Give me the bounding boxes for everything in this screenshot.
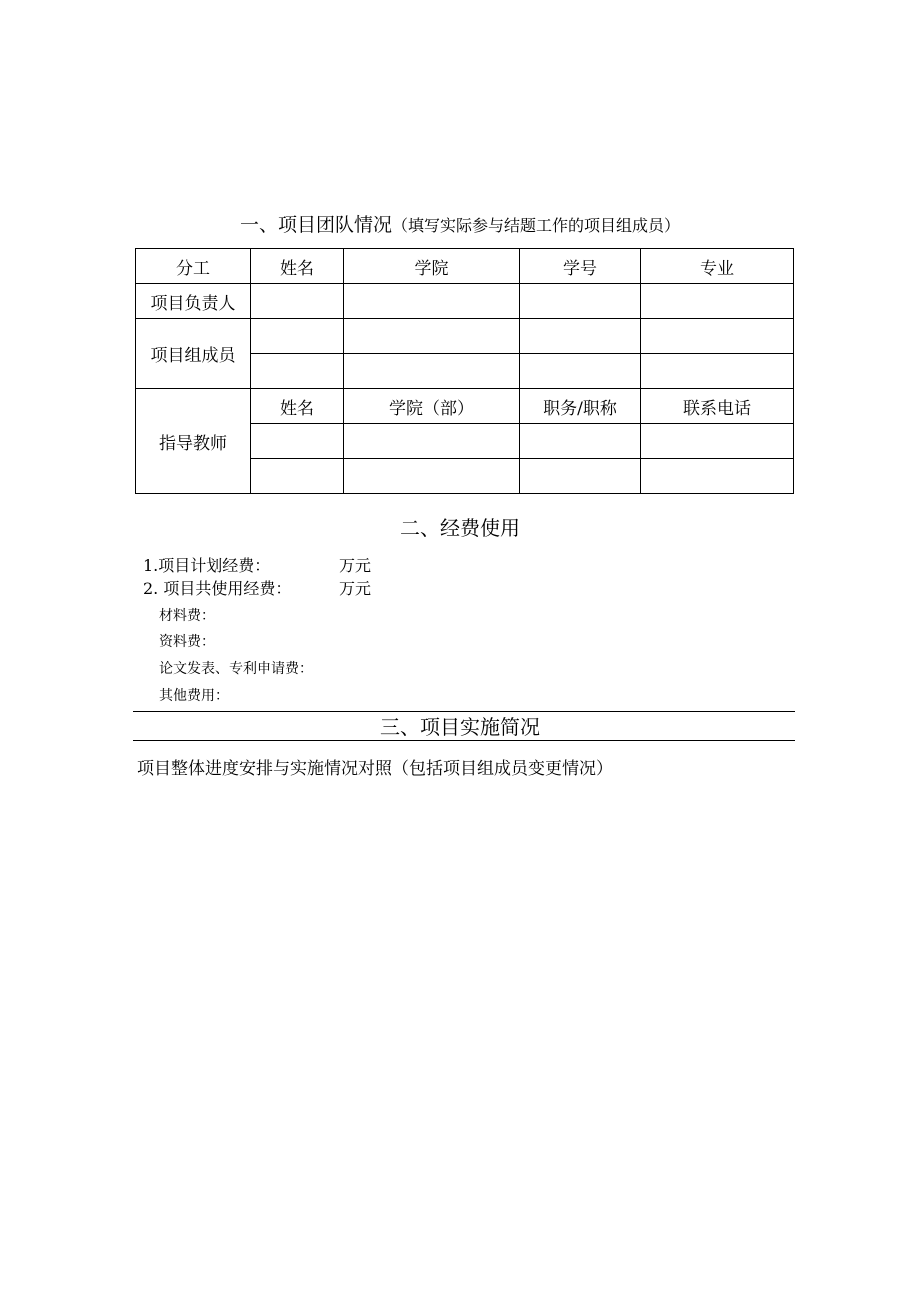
leader-row — [136, 284, 794, 319]
members-label: 项目组成员 — [136, 319, 251, 389]
member-name-cell[interactable] — [251, 354, 344, 389]
used-funds-unit: 万元 — [339, 579, 372, 598]
leader-major-cell[interactable] — [641, 284, 794, 319]
section3-title: 三、项目实施简况 — [380, 715, 540, 739]
advisor-header-phone: 联系电话 — [641, 389, 794, 424]
used-funds-label: 2. 项目共使用经费： — [143, 579, 292, 598]
used-funds-row — [143, 578, 372, 600]
member-student-id-cell[interactable] — [520, 354, 641, 389]
advisor-college-cell[interactable] — [344, 424, 520, 459]
progress-description-label: 项目整体进度安排与实施情况对照（包括项目组成员变更情况） — [137, 759, 613, 779]
advisor-name-cell[interactable] — [251, 424, 344, 459]
advisor-header-title: 职务/职称 — [520, 389, 641, 424]
member-college-cell[interactable] — [344, 354, 520, 389]
section1-title — [0, 212, 920, 239]
member-name-cell[interactable] — [251, 319, 344, 354]
expense-item-references: 资料费： — [159, 634, 215, 650]
planned-funds-label: 1.项目计划经费： — [143, 556, 271, 575]
advisor-header-college: 学院（部） — [344, 389, 520, 424]
expense-item-materials: 材料费： — [159, 608, 215, 624]
planned-funds-unit: 万元 — [339, 556, 372, 575]
advisor-header-name: 姓名 — [251, 389, 344, 424]
section2-title: 二、经费使用 — [400, 516, 520, 540]
planned-funds-row — [143, 555, 372, 577]
member-major-cell[interactable] — [641, 319, 794, 354]
divider-top — [133, 711, 795, 712]
advisor-label: 指导教师 — [136, 389, 251, 494]
advisor-phone-cell[interactable] — [641, 459, 794, 494]
leader-name-cell[interactable] — [251, 284, 344, 319]
leader-label: 项目负责人 — [136, 284, 251, 319]
expense-item-other: 其他费用： — [159, 688, 229, 704]
member-major-cell[interactable] — [641, 354, 794, 389]
section1-title-text: 一、项目团队情况 — [239, 214, 392, 236]
divider-bottom — [133, 740, 795, 741]
member-student-id-cell[interactable] — [520, 319, 641, 354]
advisor-title-cell[interactable] — [520, 424, 641, 459]
section1-title-note: （填写实际参与结题工作的项目组成员） — [392, 216, 681, 235]
expense-item-publication: 论文发表、专利申请费： — [159, 661, 313, 677]
header-major: 专业 — [641, 249, 794, 284]
header-student-id: 学号 — [520, 249, 641, 284]
team-header-row — [136, 249, 794, 284]
member-college-cell[interactable] — [344, 319, 520, 354]
advisor-name-cell[interactable] — [251, 459, 344, 494]
header-college: 学院 — [344, 249, 520, 284]
leader-college-cell[interactable] — [344, 284, 520, 319]
leader-student-id-cell[interactable] — [520, 284, 641, 319]
header-role: 分工 — [136, 249, 251, 284]
member-row — [136, 319, 794, 354]
advisor-header-row — [136, 389, 794, 424]
team-table — [135, 248, 794, 494]
advisor-phone-cell[interactable] — [641, 424, 794, 459]
advisor-title-cell[interactable] — [520, 459, 641, 494]
header-name: 姓名 — [251, 249, 344, 284]
advisor-college-cell[interactable] — [344, 459, 520, 494]
